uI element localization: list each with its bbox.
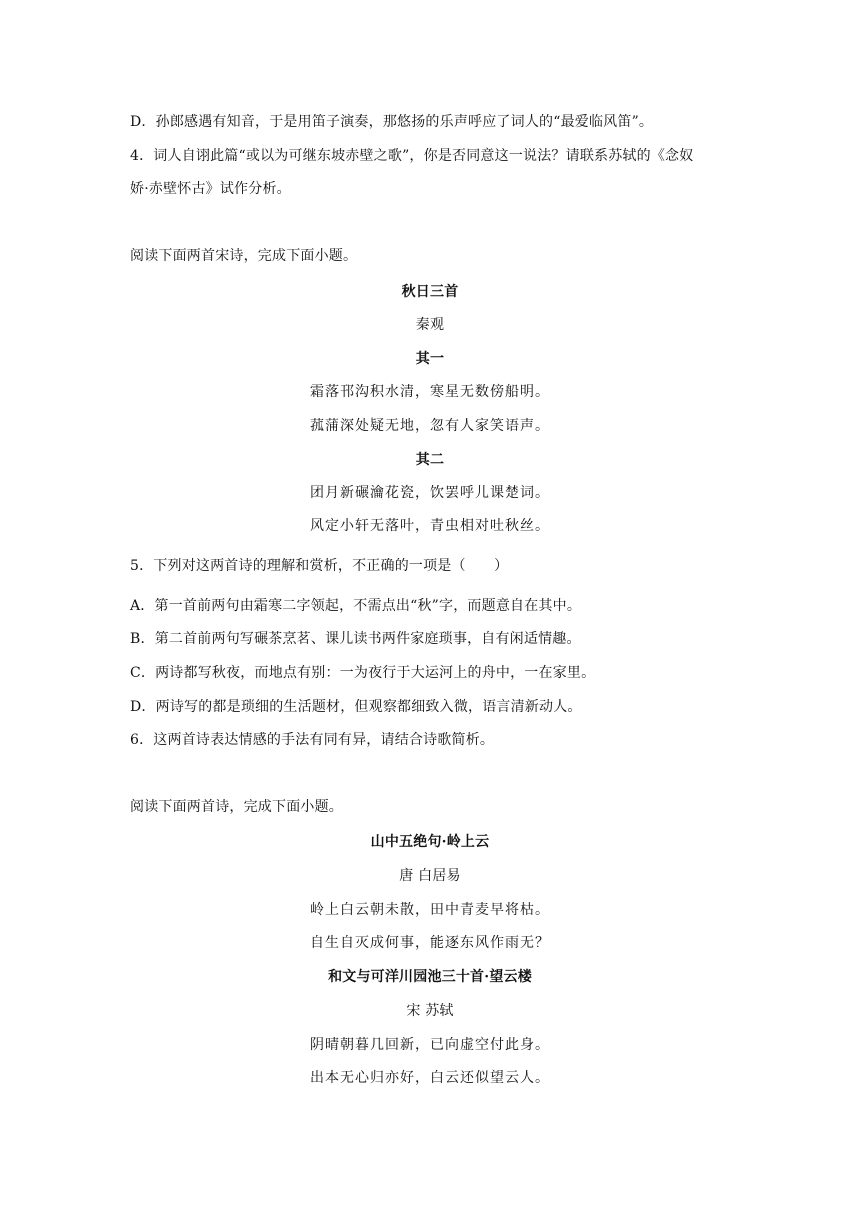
question-6: 6．这两首诗表达情感的手法有同有异，请结合诗歌简析。	[130, 732, 495, 748]
question-5: 5．下列对这两首诗的理解和赏析，不正确的一项是（ ）	[130, 558, 509, 574]
poem-1-line-2: 菰蒲深处疑无地，忽有人家笑语声。	[310, 418, 550, 434]
poem-title-qiuri: 秋日三首	[401, 284, 459, 300]
poem-a-title: 山中五绝句·岭上云	[370, 834, 490, 850]
option-d-prev: D．孙郎感遇有知音，于是用笛子演奏，那悠扬的乐声呼应了词人的“最爱临风笛”。	[130, 114, 654, 130]
poem-b-author: 宋 苏轼	[406, 1003, 454, 1019]
poem-b-line-1: 阴晴朝暮几回新，已向虚空付此身。	[310, 1037, 550, 1053]
section-3-intro: 阅读下面两首诗，完成下面小题。	[130, 799, 343, 815]
option-d: D．两诗写的都是琐细的生活题材，但观察都细致入微，语言清新动人。	[130, 699, 582, 715]
poem-1-line-1: 霜落邗沟积水清，寒星无数傍船明。	[310, 384, 550, 400]
option-c: C．两诗都写秋夜，而地点有别：一为夜行于大运河上的舟中，一在家里。	[130, 665, 596, 681]
section-2-intro: 阅读下面两首宋诗，完成下面小题。	[130, 248, 358, 264]
poem-author-qinguan: 秦观	[415, 317, 445, 333]
poem-1-heading: 其一	[415, 351, 445, 367]
poem-2-line-1: 团月新碾瀹花瓷，饮罢呼儿课楚词。	[310, 485, 550, 501]
poem-a-author: 唐 白居易	[399, 868, 461, 884]
poem-b-title: 和文与可洋川园池三十首·望云楼	[328, 969, 532, 985]
question-4-line-2: 娇·赤壁怀古》试作分析。	[130, 181, 291, 197]
option-b: B．第二首前两句写碾茶烹茗、课儿读书两件家庭琐事，自有闲适情趣。	[130, 631, 581, 647]
poem-a-line-1: 岭上白云朝未散，田中青麦早将枯。	[310, 902, 550, 918]
option-a: A．第一首前两句由霜寒二字领起，不需点出“秋”字，而题意自在其中。	[130, 598, 582, 614]
poem-2-heading: 其二	[415, 452, 445, 468]
poem-a-line-2: 自生自灭成何事，能逐东风作雨无？	[310, 935, 550, 951]
poem-2-line-2: 风定小轩无落叶，青虫相对吐秋丝。	[310, 518, 550, 534]
poem-b-line-2: 出本无心归亦好，白云还似望云人。	[310, 1070, 550, 1086]
question-4-line-1: 4．词人自诩此篇“或以为可继东坡赤壁之歌”，你是否同意这一说法？请联系苏轼的《念奴	[130, 148, 694, 164]
